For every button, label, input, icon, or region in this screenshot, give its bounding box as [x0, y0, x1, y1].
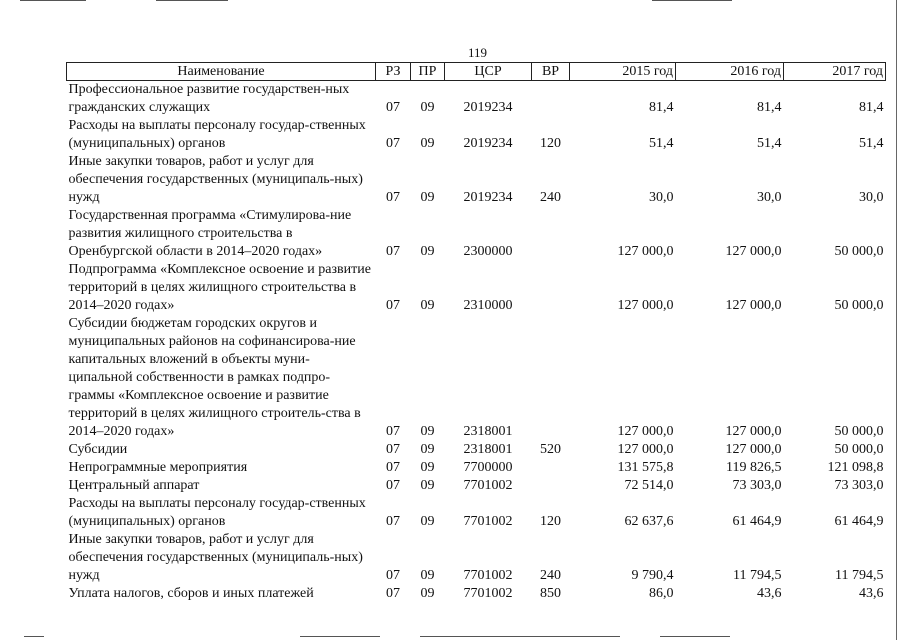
row-2017: 51,4	[859, 136, 884, 151]
table-row	[67, 81, 886, 118]
row-rz: 07	[386, 586, 400, 601]
row-csr: 7701002	[463, 586, 513, 601]
row-pr: 09	[420, 514, 435, 529]
row-pr: 09	[420, 244, 435, 259]
row-rz: 07	[386, 298, 400, 313]
scan-line-bottom-1	[24, 636, 44, 637]
header-csr: ЦСР	[445, 63, 532, 81]
row-vr: 240	[540, 568, 561, 583]
row-2016: 127 000,0	[725, 442, 782, 457]
row-rz: 07	[386, 514, 400, 529]
row-pr: 09	[420, 442, 435, 457]
row-name: Уплата налогов, сборов и иных платежей	[68, 586, 314, 601]
row-name: Субсидии	[68, 442, 128, 457]
row-vr: 120	[540, 136, 561, 151]
row-name: Иные закупки товаров, работ и услуг для обеспечения государственных (муниципаль-ных) нужд	[68, 154, 363, 205]
row-pr: 09	[420, 100, 435, 115]
row-2017: 50 000,0	[834, 298, 884, 313]
row-2017: 50 000,0	[834, 424, 884, 439]
header-2017: 2017 год	[784, 63, 886, 81]
row-name: Расходы на выплаты персоналу государ-ственных (муниципальных) органов	[68, 118, 366, 151]
row-2017: 81,4	[859, 100, 884, 115]
budget-table	[66, 62, 886, 603]
row-csr: 2019234	[463, 100, 513, 115]
scan-line-top-mid	[156, 0, 228, 1]
row-2016: 61 464,9	[732, 514, 782, 529]
table-row	[67, 315, 886, 441]
row-vr	[532, 459, 570, 477]
row-name: Профессиональное развитие государствен-ных гражданских служащих	[68, 82, 350, 115]
table-row	[67, 261, 886, 315]
scan-line-bottom-3	[420, 636, 620, 637]
row-vr: 240	[540, 190, 561, 205]
row-rz: 07	[386, 136, 400, 151]
row-name: Центральный аппарат	[68, 478, 200, 493]
row-2015: 127 000,0	[617, 244, 674, 259]
table-row	[67, 117, 886, 153]
row-pr: 09	[420, 424, 435, 439]
row-name: Государственная программа «Стимулирова-ние развития жилищного строительства в Оренбургской области в 2014–2020 годах»	[68, 208, 352, 259]
row-csr: 7701002	[463, 568, 513, 583]
header-name: Наименование	[67, 63, 376, 81]
row-vr: 850	[540, 586, 561, 601]
header-rz: РЗ	[376, 63, 411, 81]
row-pr: 09	[420, 586, 435, 601]
row-2017: 73 303,0	[834, 478, 884, 493]
row-vr: 120	[540, 514, 561, 529]
row-pr: 09	[420, 298, 435, 313]
row-2016: 30,0	[757, 190, 782, 205]
scan-line-top-left	[20, 0, 86, 1]
table-row	[67, 495, 886, 531]
row-rz: 07	[386, 190, 400, 205]
row-csr: 7701002	[463, 478, 513, 493]
row-2016: 11 794,5	[733, 568, 782, 583]
table-row	[67, 459, 886, 477]
row-rz: 07	[386, 424, 400, 439]
row-2016: 51,4	[757, 136, 782, 151]
row-csr: 7700000	[463, 460, 513, 475]
row-2017: 30,0	[859, 190, 884, 205]
scan-line-bottom-4	[660, 636, 730, 637]
row-2015: 72 514,0	[624, 478, 674, 493]
scan-line-bottom-2	[300, 636, 380, 637]
row-2016: 81,4	[757, 100, 782, 115]
page-number: 119	[468, 45, 488, 60]
row-2016: 127 000,0	[725, 244, 782, 259]
row-2017: 50 000,0	[834, 244, 884, 259]
row-csr: 2318001	[463, 442, 513, 457]
row-name: Расходы на выплаты персоналу государ-ственных (муниципальных) органов	[68, 496, 366, 529]
row-name: Подпрограмма «Комплексное освоение и развитие территорий в целях жилищного строительства в 2014–2020 годах»	[68, 262, 371, 313]
row-rz: 07	[386, 244, 400, 259]
row-2015: 127 000,0	[617, 442, 674, 457]
row-pr: 09	[420, 136, 435, 151]
header-2016: 2016 год	[676, 63, 784, 81]
row-csr: 2318001	[463, 424, 513, 439]
row-2015: 131 575,8	[617, 460, 674, 475]
row-vr	[532, 315, 570, 441]
row-2015: 127 000,0	[617, 424, 674, 439]
header-vr: ВР	[532, 63, 570, 81]
row-2015: 81,4	[649, 100, 674, 115]
row-2015: 62 637,6	[624, 514, 674, 529]
header-pr: ПР	[411, 63, 445, 81]
row-rz: 07	[386, 568, 400, 583]
row-name: Непрограммные мероприятия	[68, 460, 248, 475]
row-2017: 50 000,0	[834, 442, 884, 457]
row-rz: 07	[386, 100, 400, 115]
row-2016: 127 000,0	[725, 298, 782, 313]
row-2017: 11 794,5	[835, 568, 884, 583]
row-csr: 7701002	[463, 514, 513, 529]
table-row	[67, 531, 886, 585]
row-vr	[532, 207, 570, 261]
row-rz: 07	[386, 478, 400, 493]
row-2015: 9 790,4	[631, 568, 674, 583]
header-2015: 2015 год	[570, 63, 676, 81]
row-csr: 2310000	[463, 298, 513, 313]
row-vr	[532, 81, 570, 118]
row-2016: 127 000,0	[725, 424, 782, 439]
row-pr: 09	[420, 190, 435, 205]
row-vr: 520	[540, 442, 561, 457]
row-rz: 07	[386, 460, 400, 475]
table-row	[67, 441, 886, 459]
row-2015: 86,0	[649, 586, 674, 601]
scan-line-right-edge	[896, 0, 897, 640]
row-rz: 07	[386, 442, 400, 457]
row-2016: 73 303,0	[732, 478, 782, 493]
table-row	[67, 207, 886, 261]
row-2015: 30,0	[649, 190, 674, 205]
row-2015: 127 000,0	[617, 298, 674, 313]
row-2015: 51,4	[649, 136, 674, 151]
row-pr: 09	[420, 568, 435, 583]
row-2016: 43,6	[757, 586, 782, 601]
table-row	[67, 585, 886, 603]
row-2016: 119 826,5	[726, 460, 782, 475]
row-2017: 61 464,9	[834, 514, 884, 529]
row-csr: 2300000	[463, 244, 513, 259]
scan-line-top-right	[652, 0, 732, 1]
row-pr: 09	[420, 460, 435, 475]
row-2017: 121 098,8	[827, 460, 884, 475]
row-vr	[532, 477, 570, 495]
table-header-row	[67, 63, 886, 81]
row-name: Иные закупки товаров, работ и услуг для обеспечения государственных (муниципаль-ных) нужд	[68, 532, 363, 583]
row-pr: 09	[420, 478, 435, 493]
row-name: Субсидии бюджетам городских округов и муниципальных районов на софинансирова-ние капитальных вложений в объекты муни-ципальной собственности в рамках подпро-граммы «Комплексное освоение и развитие территорий в целях жилищного строитель-ства в 2014–2020 годах»	[68, 316, 361, 439]
row-csr: 2019234	[463, 190, 513, 205]
row-2017: 43,6	[859, 586, 884, 601]
row-csr: 2019234	[463, 136, 513, 151]
table-row	[67, 153, 886, 207]
table-row	[67, 477, 886, 495]
row-vr	[532, 261, 570, 315]
